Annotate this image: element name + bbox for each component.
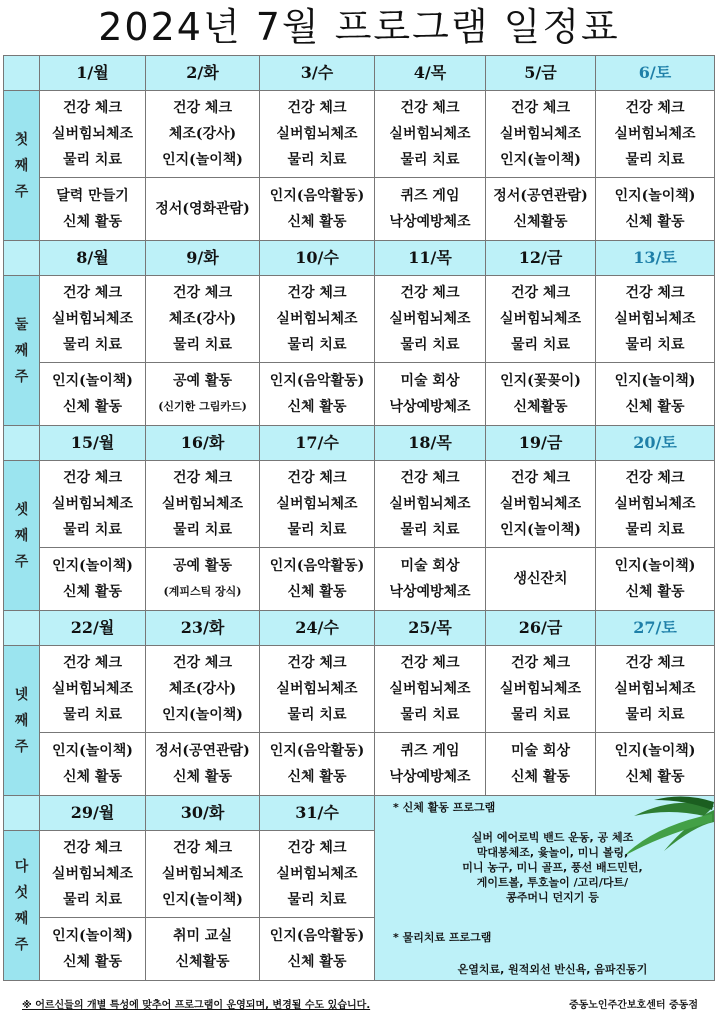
activity-item: 체조(강사) <box>168 681 237 697</box>
week-label <box>4 276 40 426</box>
activity-cell <box>260 461 375 548</box>
activity-item: 건강 체크 <box>625 100 685 116</box>
week-label <box>4 91 40 241</box>
day-header: 24/수 <box>260 611 375 646</box>
schedule-table <box>3 55 715 981</box>
activity-item: 물리 치료 <box>63 152 122 168</box>
activity-cell <box>486 91 596 178</box>
header-corner <box>4 56 40 91</box>
activity-item: 신체 활동 <box>625 214 685 230</box>
activity-item: 인지(놀이책) <box>500 152 581 168</box>
activity-item: 실버힘뇌체조 <box>614 681 696 697</box>
activity-cell <box>146 178 260 241</box>
activity-item: 건강 체크 <box>625 470 685 486</box>
activity-item: 실버힘뇌체조 <box>276 311 358 327</box>
physical-program-title: * 신체 활동 프로그램 <box>393 801 496 814</box>
activity-cell <box>260 548 375 611</box>
activity-item: 건강 체크 <box>173 100 232 116</box>
header-corner <box>4 241 40 276</box>
week-header-row <box>4 241 715 276</box>
week-label-char: 둘 <box>14 316 29 333</box>
activity-cell <box>40 91 146 178</box>
activity-cell <box>486 733 596 796</box>
activity-item: 물리 치료 <box>400 707 460 723</box>
day-header: 10/수 <box>260 241 375 276</box>
activity-item: 물리 치료 <box>625 522 685 538</box>
day-header: 25/목 <box>375 611 486 646</box>
activity-item: 건강 체크 <box>63 470 122 486</box>
activity-item: 체조(강사) <box>168 311 237 327</box>
physical-program-line: 실버 에어로빅 밴드 운동, 공 체조 <box>471 831 634 844</box>
activity-item: 실버힘뇌체조 <box>51 681 134 697</box>
activity-item: 인지(음악활동) <box>269 743 365 759</box>
therapy-program-list <box>395 962 710 977</box>
activity-item: 신체 활동 <box>287 214 347 230</box>
activity-item: 물리 치료 <box>287 707 347 723</box>
activity-cell <box>260 363 375 426</box>
activity-item: 건강 체크 <box>63 655 122 671</box>
activity-cell <box>40 733 146 796</box>
activity-item: 인지(음악활동) <box>269 373 365 389</box>
activity-cell <box>375 733 486 796</box>
activity-item: 물리 치료 <box>63 892 122 908</box>
activity-cell <box>486 548 596 611</box>
week-label-char: 주 <box>14 936 29 953</box>
activity-item: 물리 치료 <box>400 152 460 168</box>
activity-cell <box>146 918 260 981</box>
activity-item: 건강 체크 <box>173 470 232 486</box>
day-header: 15/월 <box>40 426 146 461</box>
activity-row <box>4 548 715 611</box>
activity-row <box>4 91 715 178</box>
activity-item: 건강 체크 <box>287 840 347 856</box>
activity-item: 건강 체크 <box>287 285 347 301</box>
week-label-char: 섯 <box>14 884 29 901</box>
activity-cell <box>375 646 486 733</box>
day-header: 23/화 <box>146 611 260 646</box>
week-label-char: 다 <box>14 858 29 875</box>
physical-program-list <box>395 830 710 905</box>
activity-item: 물리 치료 <box>63 522 122 538</box>
physical-program-line: 게이트볼, 투호놀이 /고리/다트/ <box>476 876 629 889</box>
activity-item: 물리 치료 <box>287 522 347 538</box>
activity-item: 물리 치료 <box>173 522 232 538</box>
day-header: 6/토 <box>596 56 715 91</box>
activity-item: 신체 활동 <box>287 769 347 785</box>
activity-item: 건강 체크 <box>400 470 460 486</box>
week-label-char: 첫 <box>14 131 29 148</box>
header-corner <box>4 611 40 646</box>
activity-cell <box>146 831 260 918</box>
week-label-char: 째 <box>14 712 29 729</box>
activity-item: 낙상예방체조 <box>389 769 471 785</box>
week-label-char: 째 <box>14 527 29 544</box>
activity-item: 건강 체크 <box>511 100 570 116</box>
activity-item: 정서(공연관람) <box>155 743 250 759</box>
activity-item: 신체활동 <box>513 214 568 230</box>
activity-cell <box>486 276 596 363</box>
center-name: 중동노인주간보호센터 중동점 <box>568 1000 698 1011</box>
week-label-char: 째 <box>14 910 29 927</box>
physical-program-line: 콩주머니 던지기 등 <box>506 891 599 904</box>
activity-item: 인지(놀이책) <box>52 558 133 574</box>
activity-item: 인지(놀이책) <box>52 743 133 759</box>
activity-item: 물리 치료 <box>511 707 570 723</box>
day-header: 29/월 <box>40 796 146 831</box>
activity-cell <box>260 733 375 796</box>
activity-item: 퀴즈 게임 <box>400 743 460 759</box>
week-label-char: 째 <box>14 157 29 174</box>
activity-item: 신체 활동 <box>63 399 122 415</box>
activity-item: 물리 치료 <box>625 707 685 723</box>
activity-cell <box>146 91 260 178</box>
physical-program-line: 미니 농구, 미니 골프, 풍선 배드민턴, <box>462 861 643 874</box>
activity-item: 건강 체크 <box>63 840 122 856</box>
day-header: 13/토 <box>596 241 715 276</box>
activity-item: 체조(강사) <box>168 126 237 142</box>
activity-item: 물리 치료 <box>63 337 122 353</box>
activity-item: 물리 치료 <box>173 337 232 353</box>
week-label <box>4 646 40 796</box>
week-label <box>4 461 40 611</box>
activity-item: 인지(음악활동) <box>269 558 365 574</box>
activity-item: 실버힘뇌체조 <box>614 311 696 327</box>
page-title: 2024년 7월 프로그램 일정표 <box>98 5 620 49</box>
activity-row <box>4 733 715 796</box>
activity-item: 정서(공연관람) <box>493 188 588 204</box>
day-header: 8/월 <box>40 241 146 276</box>
activity-item: 실버힘뇌체조 <box>389 681 471 697</box>
activity-item: 신체 활동 <box>625 584 685 600</box>
day-header: 19/금 <box>486 426 596 461</box>
activity-cell <box>596 461 715 548</box>
activity-item: 신체 활동 <box>287 584 347 600</box>
day-header: 30/화 <box>146 796 260 831</box>
day-header: 4/목 <box>375 56 486 91</box>
day-header: 2/화 <box>146 56 260 91</box>
week-label-char: 째 <box>14 342 29 359</box>
activity-cell <box>40 918 146 981</box>
activity-item: 건강 체크 <box>400 655 460 671</box>
activity-item: 인지(놀이책) <box>614 743 696 759</box>
activity-item: 인지(놀이책) <box>614 188 696 204</box>
activity-item: 신체 활동 <box>511 769 570 785</box>
activity-item: 건강 체크 <box>173 655 232 671</box>
activity-item: 인지(놀이책) <box>162 892 243 908</box>
day-header: 5/금 <box>486 56 596 91</box>
activity-item: 신체 활동 <box>625 769 685 785</box>
activity-item: 신체 활동 <box>63 769 122 785</box>
activity-item: 인지(놀이책) <box>614 373 696 389</box>
activity-item: 공예 활동 <box>173 373 232 389</box>
activity-item: 물리 치료 <box>625 337 685 353</box>
day-header: 26/금 <box>486 611 596 646</box>
activity-item: 건강 체크 <box>287 100 347 116</box>
activity-item: 건강 체크 <box>511 285 570 301</box>
activity-cell <box>146 363 260 426</box>
activity-item: 퀴즈 게임 <box>400 188 460 204</box>
week-label-char: 주 <box>14 183 29 200</box>
activity-item: 실버힘뇌체조 <box>499 311 582 327</box>
activity-item: 생신잔치 <box>513 571 568 587</box>
activity-item: 실버힘뇌체조 <box>499 681 582 697</box>
week-label-char: 넷 <box>14 686 29 703</box>
activity-item: 물리 치료 <box>400 337 460 353</box>
activity-item: 실버힘뇌체조 <box>161 866 244 882</box>
activity-cell <box>260 918 375 981</box>
week-label-char: 셋 <box>14 501 29 518</box>
therapy-program-title: * 물리치료 프로그램 <box>393 931 492 944</box>
activity-item: 인지(놀이책) <box>614 558 696 574</box>
activity-cell <box>40 178 146 241</box>
activity-row <box>4 646 715 733</box>
activity-cell <box>146 646 260 733</box>
activity-item: 건강 체크 <box>173 285 232 301</box>
activity-cell <box>486 461 596 548</box>
activity-item: 공예 활동 <box>173 558 232 574</box>
activity-item: 인지(꽃꽂이) <box>500 373 581 389</box>
activity-cell <box>596 178 715 241</box>
activity-item: 낙상예방체조 <box>389 214 471 230</box>
activity-item: 실버힘뇌체조 <box>614 496 696 512</box>
activity-item: 인지(음악활동) <box>269 928 365 944</box>
activity-item: 물리 치료 <box>287 337 347 353</box>
activity-item: 물리 치료 <box>511 337 570 353</box>
activity-item: 물리 치료 <box>287 152 347 168</box>
activity-item: 물리 치료 <box>63 707 122 723</box>
therapy-program-line: 온열치료, 원적외선 반신욕, 음파진동기 <box>457 963 648 976</box>
activity-cell <box>260 831 375 918</box>
activity-item: 실버힘뇌체조 <box>276 681 358 697</box>
activity-cell <box>40 548 146 611</box>
activity-cell <box>375 461 486 548</box>
day-header: 12/금 <box>486 241 596 276</box>
day-header: 1/월 <box>40 56 146 91</box>
activity-item: 실버힘뇌체조 <box>51 311 134 327</box>
activity-item: 신체 활동 <box>287 954 347 970</box>
activity-row <box>4 461 715 548</box>
week-label-char: 주 <box>14 368 29 385</box>
activity-item: 실버힘뇌체조 <box>389 126 471 142</box>
activity-cell <box>40 461 146 548</box>
activity-item: 실버힘뇌체조 <box>499 496 582 512</box>
activity-cell <box>260 91 375 178</box>
activity-item: 미술 회상 <box>400 373 460 389</box>
week-label-char: 주 <box>14 553 29 570</box>
activity-item: 실버힘뇌체조 <box>51 126 134 142</box>
activity-item: 건강 체크 <box>625 285 685 301</box>
activity-item: (계피스틱 장식) <box>163 585 242 598</box>
activity-cell <box>596 363 715 426</box>
activity-item: 인지(놀이책) <box>52 373 133 389</box>
activity-item: 건강 체크 <box>400 100 460 116</box>
activity-item: 인지(놀이책) <box>52 928 133 944</box>
program-note-box <box>375 796 715 981</box>
activity-item: 건강 체크 <box>287 470 347 486</box>
activity-cell <box>486 178 596 241</box>
day-header: 17/수 <box>260 426 375 461</box>
day-header: 31/수 <box>260 796 375 831</box>
activity-item: 신체 활동 <box>63 214 122 230</box>
activity-cell <box>40 646 146 733</box>
activity-cell <box>146 461 260 548</box>
activity-item: (신기한 그림카드) <box>158 400 247 413</box>
activity-item: 신체활동 <box>175 954 230 970</box>
activity-cell <box>146 548 260 611</box>
activity-row <box>4 276 715 363</box>
physical-program-line: 막대봉체조, 윷놀이, 미니 볼링, <box>476 846 629 859</box>
day-header: 3/수 <box>260 56 375 91</box>
activity-item: 신체 활동 <box>63 954 122 970</box>
activity-item: 취미 교실 <box>173 928 232 944</box>
activity-cell <box>260 178 375 241</box>
activity-item: 실버힘뇌체조 <box>614 126 696 142</box>
activity-cell <box>146 276 260 363</box>
activity-cell <box>375 178 486 241</box>
activity-item: 건강 체크 <box>63 100 122 116</box>
activity-cell <box>40 363 146 426</box>
activity-cell <box>375 91 486 178</box>
activity-cell <box>596 548 715 611</box>
activity-cell <box>486 363 596 426</box>
activity-item: 신체 활동 <box>63 584 122 600</box>
activity-cell <box>40 831 146 918</box>
activity-item: 인지(음악활동) <box>269 188 365 204</box>
activity-item: 건강 체크 <box>287 655 347 671</box>
activity-cell <box>596 733 715 796</box>
activity-item: 물리 치료 <box>400 522 460 538</box>
activity-item: 미술 회상 <box>400 558 460 574</box>
activity-cell <box>146 733 260 796</box>
activity-item: 신체 활동 <box>287 399 347 415</box>
activity-cell <box>40 276 146 363</box>
activity-item: 건강 체크 <box>173 840 232 856</box>
day-header: 9/화 <box>146 241 260 276</box>
activity-cell <box>486 646 596 733</box>
day-header: 22/월 <box>40 611 146 646</box>
day-header: 11/목 <box>375 241 486 276</box>
activity-item: 건강 체크 <box>511 655 570 671</box>
activity-row <box>4 363 715 426</box>
activity-item: 건강 체크 <box>63 285 122 301</box>
activity-row <box>4 178 715 241</box>
header-corner <box>4 426 40 461</box>
activity-item: 건강 체크 <box>625 655 685 671</box>
week-label <box>4 831 40 981</box>
day-header: 16/화 <box>146 426 260 461</box>
activity-item: 물리 치료 <box>625 152 685 168</box>
activity-item: 실버힘뇌체조 <box>276 126 358 142</box>
activity-item: 낙상예방체조 <box>389 584 471 600</box>
activity-item: 인지(놀이책) <box>162 152 243 168</box>
activity-cell <box>260 646 375 733</box>
activity-item: 인지(놀이책) <box>500 522 581 538</box>
activity-item: 실버힘뇌체조 <box>161 496 244 512</box>
activity-item: 건강 체크 <box>511 470 570 486</box>
activity-cell <box>375 548 486 611</box>
activity-item: 신체 활동 <box>173 769 232 785</box>
day-header: 18/목 <box>375 426 486 461</box>
activity-item: 물리 치료 <box>287 892 347 908</box>
activity-item: 실버힘뇌체조 <box>389 311 471 327</box>
week-header-row <box>4 56 715 91</box>
activity-item: 낙상예방체조 <box>389 399 471 415</box>
activity-cell <box>596 276 715 363</box>
week-header-row <box>4 611 715 646</box>
week-header-row <box>4 796 715 831</box>
activity-item: 실버힘뇌체조 <box>276 866 358 882</box>
activity-cell <box>375 363 486 426</box>
week-label-char: 주 <box>14 738 29 755</box>
activity-cell <box>375 276 486 363</box>
footer-notice: ※ 어르신들의 개별 특성에 맞추어 프로그램이 운영되며, 변경될 수도 있습니다. <box>22 1000 371 1011</box>
activity-item: 실버힘뇌체조 <box>51 496 134 512</box>
activity-item: 정서(영화관람) <box>155 201 250 217</box>
activity-item: 신체 활동 <box>625 399 685 415</box>
activity-cell <box>596 91 715 178</box>
activity-item: 실버힘뇌체조 <box>389 496 471 512</box>
activity-cell <box>596 646 715 733</box>
activity-item: 실버힘뇌체조 <box>51 866 134 882</box>
activity-item: 달력 만들기 <box>56 188 129 204</box>
header-corner <box>4 796 40 831</box>
week-header-row <box>4 426 715 461</box>
activity-item: 실버힘뇌체조 <box>499 126 582 142</box>
day-header: 20/토 <box>596 426 715 461</box>
activity-item: 미술 회상 <box>511 743 570 759</box>
activity-item: 실버힘뇌체조 <box>276 496 358 512</box>
activity-item: 신체활동 <box>513 399 568 415</box>
activity-item: 건강 체크 <box>400 285 460 301</box>
day-header: 27/토 <box>596 611 715 646</box>
activity-item: 인지(놀이책) <box>162 707 243 723</box>
activity-cell <box>260 276 375 363</box>
